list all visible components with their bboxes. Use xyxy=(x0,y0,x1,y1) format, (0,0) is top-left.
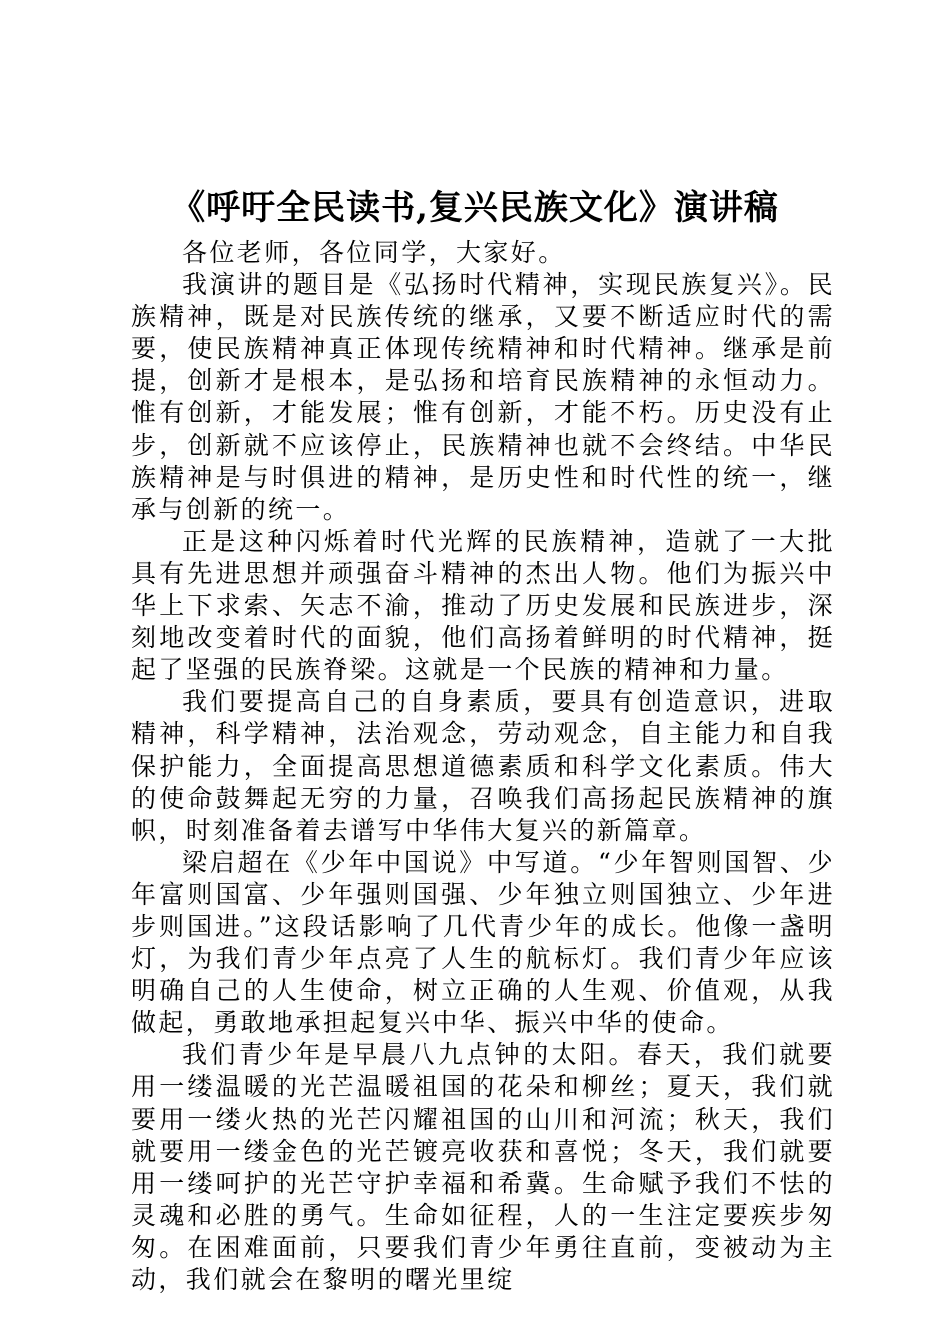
paragraph-quality: 我们要提高自己的自身素质，要具有创造意识，进取精神，科学精神，法治观念，劳动观念，自主能力和自我保护能力，全面提高思想道德素质和科学文化素质。伟大的使命鼓舞起无穷的力量，召唤我们高扬起民族精神的旗帜，时刻准备着去谱写中华伟大复兴的新篇章。 xyxy=(131,687,835,845)
document-body xyxy=(131,237,835,1296)
paragraph-greeting: 各位老师，各位同学，大家好。 xyxy=(182,238,566,267)
paragraph-heroes: 正是这种闪烁着时代光辉的民族精神，造就了一大批具有先进思想并顽强奋斗精神的杰出人物。他们为振兴中华上下求索、矢志不渝，推动了历史发展和民族进步，深刻地改变着时代的面貌，他们高扬着鲜明的时代精神，挺起了坚强的民族脊梁。这就是一个民族的精神和力量。 xyxy=(131,526,835,685)
paragraph-youth-sun: 我们青少年是早晨八九点钟的太阳。春天，我们就要用一缕温暖的光芒温暖祖国的花朵和柳丝；夏天，我们就要用一缕火热的光芒闪耀祖国的山川和河流；秋天，我们就要用一缕金色的光芒镀亮收获和喜悦；冬天，我们就要用一缕呵护的光芒守护幸福和希冀。生命赋予我们不怯的灵魂和必胜的勇气。生命如征程，人的一生注定要疾步匆匆。在困难面前，只要我们青少年勇往直前，变被动为主动，我们就会在黎明的曙光里绽 xyxy=(131,1040,835,1294)
paragraph-topic: 我演讲的题目是《弘扬时代精神，实现民族复兴》。民族精神，既是对民族传统的继承，又要不断适应时代的需要，使民族精神真正体现传统精神和时代精神。继承是前提，创新才是根本，是弘扬和培育民族精神的永恒动力。惟有创新，才能发展；惟有创新，才能不朽。历史没有止步，创新就不应该停止，民族精神也就不会终结。中华民族精神是与时俱进的精神，是历史性和时代性的统一，继承与创新的统一。 xyxy=(131,270,835,524)
paragraph-liang-qichao: 梁启超在《少年中国说》中写道。“少年智则国智、少年富则国富、少年强则国强、少年独立则国独立、少年进步则国进。”这段话影响了几代青少年的成长。他像一盏明灯，为我们青少年点亮了人生的航标灯。我们青少年应该明确自己的人生使命，树立正确的人生观、价值观，从我做起，勇敢地承担起复兴中华、振兴中华的使命。 xyxy=(131,847,835,1038)
document-title: 《呼吁全民读书,复兴民族文化》演讲稿 xyxy=(171,188,779,228)
